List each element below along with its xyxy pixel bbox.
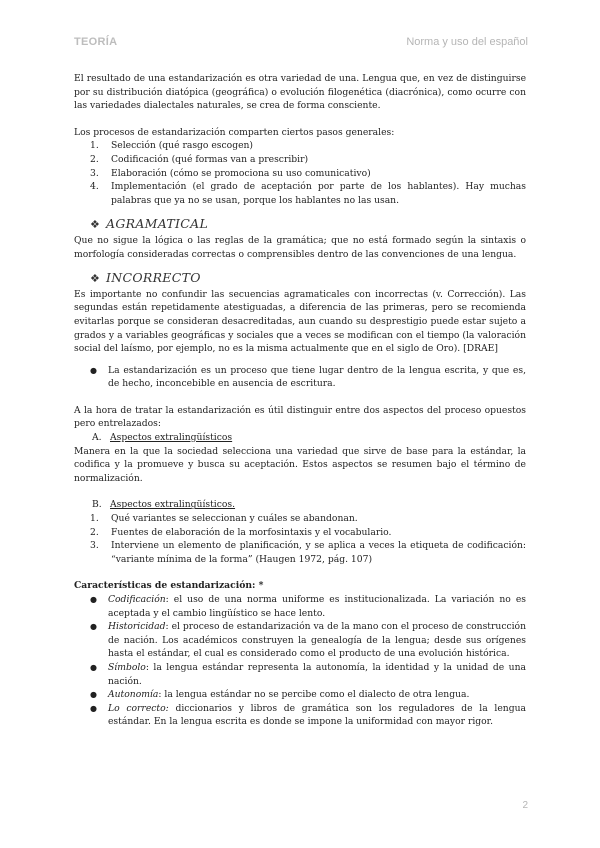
aspects-intro: A la hora de tratar la estandarización es útil distinguir entre dos aspectos del proceso opuestos pero entrelazados:	[74, 404, 526, 430]
list-item: ● La estandarización es un proceso que tiene lugar dentro de la lengua escrita, y que es, de hecho, inconcebible en ausencia de escritura.	[74, 364, 526, 391]
header-document-title: Norma y uso del español	[406, 36, 528, 48]
list-item: 3. Interviene un elemento de planificación, y se aplica a veces la etiqueta de codificación: “variante mínima de la forma” (Haugen 1972, pág. 107)	[90, 540, 526, 565]
bullet-icon: ●	[90, 595, 97, 604]
list-item: 1. Selección (qué rasgo escogen)	[90, 140, 254, 152]
characteristics-list	[74, 593, 526, 729]
list-item: 2. Fuentes de elaboración de la morfosintaxis y el vocabulario.	[90, 526, 392, 538]
incorrecto-definition: Es importante no confundir las secuencias agramaticales con incorrectas (v. Corrección). Las segundas están repetidamente atestiguadas, a diferencia de las primeras, pero se recomienda evitarlas porque se consideran desacreditadas, aun cuando su desprestigio puede estar sujeto a grados y a variables geográficas y sociales que a veces se modifican con el tiempo (la valoración social del laísmo, por ejemplo, no es la misma actualmente que en el siglo de Oro). [DRAE]	[74, 288, 526, 355]
bullet-icon: ●	[90, 703, 97, 713]
header-section-label: TEORÍA	[74, 36, 118, 48]
list-item: 1. Qué variantes se seleccionan y cuáles se abandonan.	[90, 513, 358, 525]
aspect-b-heading: B. Aspectos extralingüísticos.	[92, 499, 236, 511]
bullet-icon: ●	[90, 662, 97, 672]
aspect-a-heading: A. Aspectos extralingüísticos	[92, 432, 233, 444]
list-item: 2. Codificación (qué formas van a prescribir)	[90, 153, 309, 165]
steps-list	[74, 139, 526, 207]
diamond-bullet-icon: ❖	[90, 218, 100, 232]
agramatical-definition: Que no sigue la lógica o las reglas de la gramática; que no está formado según la sintaxis o morfología consideradas correctas o comprensibles dentro de las convenciones de una lengua.	[74, 234, 526, 260]
bullet-icon: ●	[90, 622, 97, 632]
page-content	[74, 72, 526, 729]
list-item: ● Historicidad: el proceso de estandarización va de la mano con el proceso de construcción de nación. Los académicos construyen la genealogía de la lengua; desde sus orígenes hasta el estándar, el cual es considerado como el producto de una evolución histórica.	[74, 620, 526, 661]
diamond-bullet-icon: ❖	[90, 272, 100, 286]
written-language-bullet	[74, 364, 526, 391]
characteristics-title: Características de estandarización: *	[74, 580, 264, 592]
list-item: ● Autonomía: la lengua estándar no se percibe como el dialecto de otra lengua.	[74, 688, 526, 702]
list-item: ● Codificación: el uso de una norma uniforme es institucionalizada. La variación no es aceptada y el cambio lingüístico se hace lento.	[74, 593, 526, 620]
steps-intro: Los procesos de estandarización comparten ciertos pasos generales:	[74, 126, 395, 138]
list-item: ● Símbolo: la lengua estándar representa la autonomía, la identidad y la unidad de una nación.	[74, 661, 526, 688]
aspect-b-list	[74, 512, 526, 566]
list-item: 4. Implementación (el grado de aceptación por parte de los hablantes). Hay muchas palabras que ya no se usan, porque los hablantes no las usan.	[90, 181, 526, 206]
intro-paragraph: El resultado de una estandarización es otra variedad de una. Lengua que, en vez de distinguirse por su distribución diatópica (geográfica) o evolución filogenética (diacrónica), como ocurre con las variedades dialectales naturales, se crea de forma consciente.	[74, 73, 526, 112]
page-number: 2	[522, 800, 528, 811]
aspect-a-text: Manera en la que la sociedad selecciona una variedad que sirve de base para la estándar, la codifica y la promueve y busca su aceptación. Estos aspectos se resumen bajo el término de normalización.	[74, 445, 526, 484]
bullet-icon: ●	[90, 365, 97, 375]
heading-incorrecto: ❖ INCORRECTO	[90, 270, 201, 286]
heading-agramatical: ❖ AGRAMATICAL	[90, 216, 209, 232]
bullet-icon: ●	[90, 690, 97, 700]
list-item: 3. Elaboración (cómo se promociona su uso comunicativo)	[90, 167, 371, 179]
list-item: ● Lo correcto: diccionarios y libros de gramática son los reguladores de la lengua estándar. En la lengua escrita es donde se impone la uniformidad con mayor rigor.	[74, 702, 526, 729]
